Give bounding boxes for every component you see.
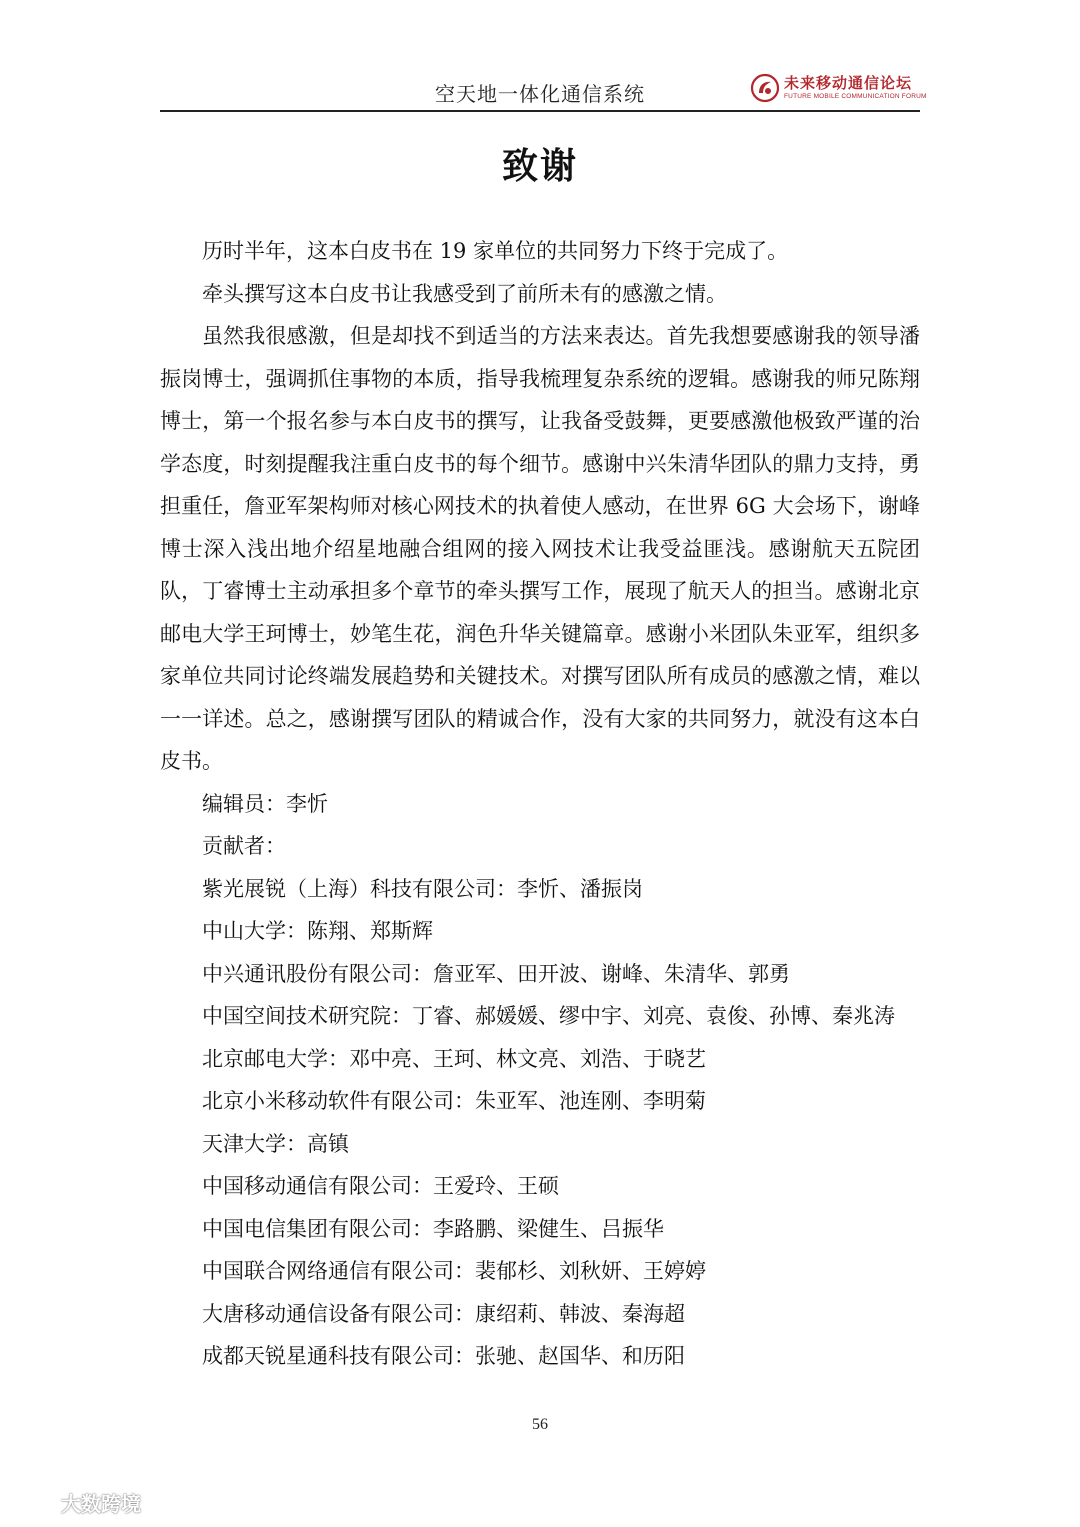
- contributor-item: 中国电信集团有限公司：李路鹏、梁健生、吕振华: [202, 1216, 664, 1241]
- contributor-item: 中山大学：陈翔、郑斯辉: [202, 919, 433, 943]
- contributor-item: 大唐移动通信设备有限公司：康绍莉、韩波、秦海超: [202, 1301, 685, 1326]
- cloud-logo-icon: [10, 1494, 50, 1518]
- contributor-item: 中国联合网络通信有限公司：裴郁杉、刘秋妍、王婷婷: [202, 1259, 706, 1283]
- contributors-label: 贡献者：: [202, 834, 286, 858]
- contributor-item: 天津大学：高镇: [202, 1131, 349, 1156]
- page-title: 致谢: [501, 146, 578, 187]
- logo-name-en: FUTURE MOBILE COMMUNICATION FORUM: [784, 93, 927, 100]
- forum-emblem-icon: [750, 73, 780, 103]
- contributor-item: 北京小米移动软件有限公司：朱亚军、池连刚、李明菊: [202, 1089, 706, 1113]
- contributor-item: 中国移动通信有限公司：王爱玲、王硕: [202, 1174, 559, 1198]
- contributor-item: 成都天锐星通科技有限公司：张驰、赵国华、和历阳: [202, 1344, 685, 1368]
- logo-name-cn: 未来移动通信论坛: [784, 74, 913, 92]
- watermark-text: 大数跨境: [60, 1492, 141, 1516]
- paragraph: 牵头撰写这本白皮书让我感受到了前所未有的感激之情。: [202, 281, 727, 306]
- page-header: [160, 70, 927, 112]
- contributor-item: 紫光展锐（上海）科技有限公司：李忻、潘振岗: [202, 876, 643, 901]
- page-number: 56: [532, 1416, 548, 1433]
- contributor-item: 北京邮电大学：邓中亮、王珂、林文亮、刘浩、于晓艺: [202, 1046, 706, 1071]
- forum-logo: [750, 72, 927, 106]
- contributor-item: 中兴通讯股份有限公司：詹亚军、田开波、谢峰、朱清华、郭勇: [202, 961, 790, 986]
- header-title: 空天地一体化通信系统: [435, 82, 645, 106]
- editor-line: 编辑员：李忻: [202, 791, 328, 816]
- watermark: [10, 1488, 141, 1518]
- paragraph: 虽然我很感激，但是却找不到适当的方法来表达。首先我想要感谢我的领导潘振岗博士，强调抓住事物的本质，指导我梳理复杂系统的逻辑。感谢我的师兄陈翔博士，第一个报名参与本白皮书的撰写，让我备受鼓舞，更要感激他极致严谨的治学态度，时刻提醒我注重白皮书的每个细节。感谢中兴朱清华团队的鼎力支持，勇担重任，詹亚军架构师对核心网技术的执着使人感动，在世界 6G 大会场下，谢峰博士深入浅出地介绍星地融合组网的接入网技术让我受益匪浅。感谢航天五院团队，丁睿博士主动承担多个章节的牵头撰写工作，展现了航天人的担当。感谢北京邮电大学王珂博士，妙笔生花，润色升华关键篇章。感谢小米团队朱亚军，组织多家单位共同讨论终端发展趋势和关键技术。对撰写团队所有成员的感激之情，难以一一详述。总之，感谢撰写团队的精诚合作，没有大家的共同努力，就没有这本白皮书。: [160, 324, 920, 773]
- paragraph: 历时半年，这本白皮书在 19 家单位的共同努力下终于完成了。: [202, 239, 789, 263]
- contributor-item: 中国空间技术研究院：丁睿、郝媛媛、缪中宇、刘亮、袁俊、孙博、秦兆涛: [202, 1004, 895, 1028]
- acknowledgement-body: [160, 230, 920, 1378]
